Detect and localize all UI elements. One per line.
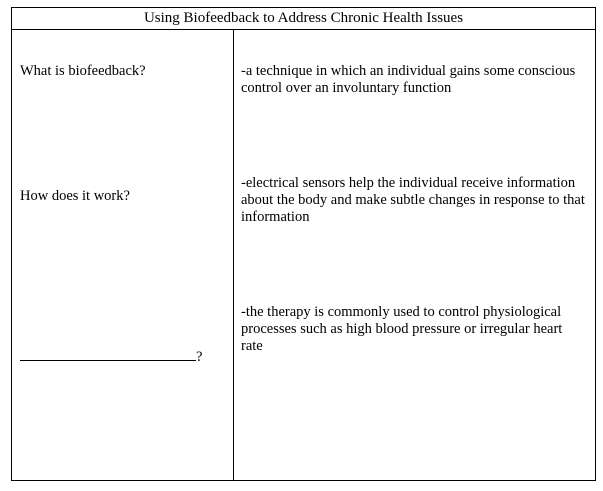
answer-cell-3: -the therapy is commonly used to control physiological processes such as high blood pressure or irregular heart rate xyxy=(241,304,563,354)
worksheet-table xyxy=(11,7,596,481)
question-cell-1: What is biofeedback? xyxy=(20,63,146,79)
question-cell-2: How does it work? xyxy=(20,188,130,204)
column-divider xyxy=(233,30,234,480)
answer-cell-2: -electrical sensors help the individual receive information about the body and make subtle changes in response to that information xyxy=(241,175,585,225)
answer-cell-1: -a technique in which an individual gains some conscious control over an involuntary function xyxy=(241,63,576,96)
table-title: Using Biofeedback to Address Chronic Health Issues xyxy=(12,8,595,30)
question-mark: ? xyxy=(196,349,203,365)
question-cell-3 xyxy=(20,347,225,366)
fill-in-blank xyxy=(20,347,196,361)
